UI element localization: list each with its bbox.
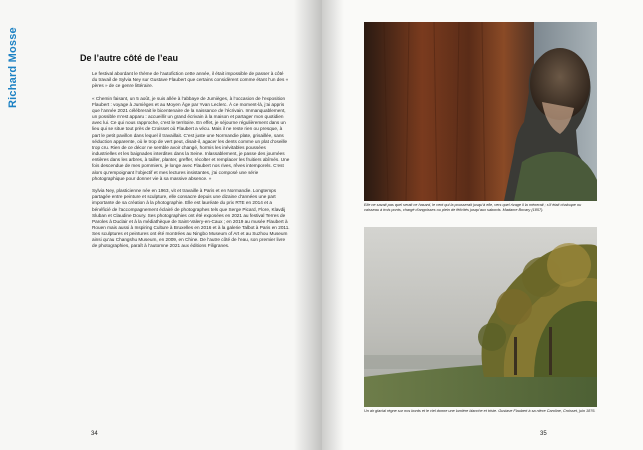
right-page <box>322 0 643 450</box>
photo-woman-by-window <box>364 22 597 201</box>
photo-foggy-riverbank <box>364 227 597 407</box>
paragraph-intro: Le festival abordant le thème de l’autofiction cette année, il était impossible de passer à côté du travail de Sylvia Ney sur Gustave Flaubert que certains considèrent comme étant l’un des « pères » de ce genre littéraire. <box>92 71 289 89</box>
paragraph-quote: « Chemin faisant, un 5 août, je suis allée à l’abbaye de Jumièges, à l’occasion de l’exposition Flaubert : voyage à Jumièges et au Moyen Âge par Yvan Leclerc. À ce moment-là, j’ai appris que l’année 2021 célébrerait le bicentenaire de la naissance de l’écrivain. Immanquablement, un possible m’est apparu : accueillir un grand écrivain à la maison et partager mon quotidien avec lui. Ce qui nous rapproche, c’est le territoire. En effet, je séjourne régulièrement dans un lieu qui se situe tout près de Croisset où Flaubert a vécu. Mais il ne reste rien ou presque, à part le petit pavillon dans lequel il travaillait. C’est juste une Normandie plate, grisaillée, sans séduction apparente, où le trop de vert peut, disait-il, agacer les dents comme un plat d’oseille trop cru. Rien de ce décor ne semble avoir changé, hormis les inévitables poussées industrielles et les baignades interdites dans la Seine. Inlassablement, je passe des journées entières dans les arbres, à tailler, planter, greffer, récolter et remplacer les fruitiers abîmés. Une fois descendue de mes pommiers, je longe avec Flaubert nos rives, rêves intemporels. C’est alors qu’empoignant l’objectif et mes lectures insistantes, j’ai composé une série photographique pour donner vie à sa massive absence. » <box>92 95 290 181</box>
caption-photo-2: Un air glacial règne sur nos bords et le ciel donne une lumière blanche et triste. Gustave Flaubert à sa nièce Caroline, Croisset, juin 1876. <box>364 409 596 413</box>
page-number-left: 34 <box>91 431 98 437</box>
gutter-shadow <box>294 0 322 450</box>
gutter-shadow <box>322 0 344 450</box>
article-title: De l’autre côté de l’eau <box>80 53 179 63</box>
page-number-right: 35 <box>540 431 547 437</box>
photo-woman-image <box>364 22 597 201</box>
paragraph-bio: Sylvia Ney, plasticienne née en 1963, vit et travaille à Paris et en Normandie. Longtemps partagée entre peinture et sculpture, elle consacre depuis une dizaine d’années une part importante de sa création à la photographie. Elle est lauréate du prix RTE en 2014 et a bénéficié de l’accompagnement éclairé de photographes tels que Serge Picard, Flore, Klavdij Sluban et Claudine Doury. Ses photographies ont été exposées en 2021 au festival Terres de Paroles à Duclair et à la médiathèque de Saint-Valery-en-Caux ; en 2019 au musée Flaubert à Rouen mais aussi à Inspiring Culture à Bruxelles en 2016 et à la galerie Talbot à Paris en 2011. Ses sculptures et peintures ont été montrées au Ningbo Museum of Art et au Suzhou Museum ainsi qu’au Changshu Museum, en 2009, en Chine. De l’autre côté de l’eau, son premier livre de photographies, paraît à l’automne 2021 aux éditions Filigranes. <box>92 188 290 249</box>
caption-photo-1: Elle ne savait pas quel serait ce hasard, le vent qui la pousserait jusqu’à elle, vers quel rivage il la mènerait ; s’il était chaloupe ou vaisseau à trois ponts, chargé d’angoisses ou plein de félicités jusqu’aux sabords. Madame Bovary (1857). <box>364 203 582 212</box>
photo-landscape-image <box>364 227 597 407</box>
author-name-vertical: Richard Mosse <box>7 27 19 108</box>
article-body <box>92 71 290 256</box>
